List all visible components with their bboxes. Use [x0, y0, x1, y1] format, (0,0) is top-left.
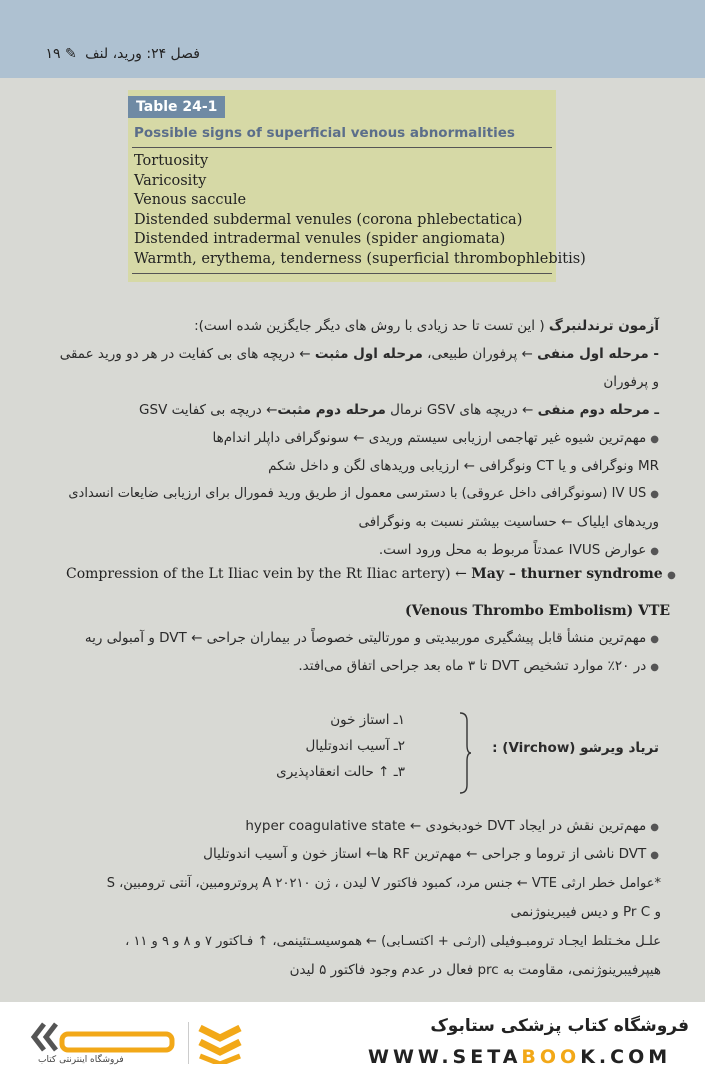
vte-hereditary-cont: و Pr C و دیس فیبرینوژنمی — [510, 904, 661, 920]
bullet-may-thurner: Compression of the Lt Iliac vein by the Rt Iliac artery) ← May – thurner syndrome ● — [66, 566, 676, 582]
chapter-title: فصل ۲۴: ورید، لنف — [85, 46, 200, 62]
page-header-band — [0, 0, 705, 78]
page-number: ۱۹ — [45, 46, 61, 62]
table-rule — [132, 147, 552, 148]
bullet-ivus-complications: ● عوارض IVUS عمدتاً مربوط به محل ورود است. — [379, 542, 659, 558]
logo-divider — [188, 1022, 189, 1064]
vte-mixed: علـل مخـتلط ایجـاد ترومبـوفیلی (ارثـی + اکتسـابی) ← هموسیسـتئینمی، ↑ فـاکتور ۷ و ۸ و ۹ و ۱۱ ، — [125, 934, 661, 949]
bullet-doppler-cont: MR ونوگرافی و یا CT ونوگرافی ← ارزیابی وریدهای لگن و داخل شکم — [268, 458, 659, 474]
chevron-stack-icon — [196, 1022, 244, 1064]
brace-icon — [458, 711, 472, 795]
store-name: فروشگاه کتاب پزشکی ستابوک — [430, 1016, 689, 1036]
stage2-line — [139, 402, 659, 418]
logo-tagline: فروشگاه اینترنتی کتاب — [38, 1055, 124, 1065]
stage1-neg-label: - مرحله اول منفی — [537, 346, 659, 362]
table-caption: Possible signs of superficial venous abnormalities — [134, 125, 515, 141]
url-accent: BOO — [521, 1046, 581, 1068]
table-row: Distended intradermal venules (spider angiomata) — [134, 231, 506, 247]
virchow-item-2: ۲ـ آسیب اندوتلیال — [305, 738, 405, 754]
setabook-logo-icon — [30, 1018, 180, 1056]
stage2-neg-label: ـ مرحله دوم منفی — [537, 402, 659, 418]
stage1-neg-text: ← پرفوران طبیعی، — [422, 346, 538, 362]
bullet-ivus-cont: وریدهای ایلیاک ← حساسیت بیشتر نسبت به ونوگرافی — [358, 514, 659, 530]
page-header — [45, 46, 200, 62]
trendelenburg-heading — [194, 318, 659, 334]
bullet-doppler: ● مهم‌ترین شیوه غیر تهاجمی ارزیابی سیستم وریدی ← سونوگرافی داپلر اندام‌ها — [213, 430, 659, 446]
stage2-pos-label: مرحله دوم مثبت — [277, 402, 386, 418]
virchow-item-3: ۳ـ ↑ حالت انعقادپذیری — [276, 764, 405, 780]
bullet-vte-timing: ● در ۲۰٪ موارد تشخیص DVT تا ۳ ماه بعد جراحی اتفاق می‌افتد. — [298, 658, 659, 674]
stage1-pos-text: ← دریچه های بی کفایت در هر دو ورید عمقی — [59, 346, 315, 362]
book-icon: ✎ — [64, 46, 77, 62]
vte-hereditary: *عوامل خطر ارثی VTE ← جنس مرد، کمبود فاکتور V لیدن ، ژن A ۲۰۲۱۰ پروترومبین، آنتی ترومبین، S — [106, 876, 661, 891]
vte-heading: (Venous Thrombo Embolism) VTE — [405, 603, 671, 619]
table-row: Varicosity — [134, 172, 207, 189]
table-rows — [134, 152, 586, 269]
table-row: Venous saccule — [134, 192, 247, 208]
virchow-item-1: ۱ـ استاز خون — [330, 712, 405, 728]
trendelenburg-title: آزمون ترندلنبرگ — [548, 318, 659, 334]
virchow-label: تریاد ویرشو (Virchow) : — [492, 740, 659, 756]
table-row: Tortuosity — [134, 153, 209, 169]
table-bottom-rule — [132, 273, 552, 274]
arrow-icon: ← — [450, 566, 472, 582]
vte-mixed-cont: هیپرفیبرینوژنمی، مقاومت به prc فعال در عدم وجود فاکتور ۵ لیدن — [289, 962, 661, 978]
may-thurner-name: May – thurner syndrome — [471, 566, 663, 582]
table-row: Warmth, erythema, tenderness (superficial thrombophlebitis) — [134, 250, 586, 267]
may-thurner-desc: Compression of the Lt Iliac vein by the Rt Iliac artery) — [66, 566, 451, 582]
url-part: WWW.SETA — [368, 1046, 522, 1068]
stage1-pos-label: مرحله اول مثبت — [314, 346, 423, 362]
url-part-end: K.COM — [580, 1046, 672, 1068]
stage1-line — [60, 346, 659, 362]
stage1-cont: و پرفوران — [603, 374, 659, 390]
store-url[interactable] — [368, 1046, 671, 1068]
store-footer — [0, 1002, 705, 1080]
bullet-ivus: ● IV US (سونوگرافی داخل عروقی) با دسترسی معمول از طریق ورید فمورال برای ارزیابی ضایعات انسدادی — [68, 486, 659, 501]
table-tag: Table 24-1 — [128, 96, 225, 118]
table-24-1 — [128, 90, 586, 282]
stage2-pos-text: ← دریچه بی کفایت GSV — [139, 402, 278, 418]
bullet-vte-source: ● مهم‌ترین منشأ قابل پیشگیری موربیدیتی و مورتالیتی خصوصاً در بیماران جراحی ← DVT و آمبولی ریه — [85, 630, 659, 646]
bullet-dvt-spontaneous: ● مهم‌ترین نقش در ایجاد DVT خودبخودی ← hyper coagulative state — [245, 818, 659, 834]
bullet-dvt-trauma: ● DVT ناشی از تروما و جراحی ← مهم‌ترین RF ها← استاز خون و آسیب اندوتلیال — [203, 846, 659, 862]
trendelenburg-note: ( این تست تا حد زیادی با روش های دیگر جایگزین شده است): — [194, 318, 549, 334]
table-row: Distended subdermal venules (corona phlebectatica) — [134, 211, 523, 228]
stage2-neg-text: ← دریچه های GSV نرمال — [385, 402, 538, 418]
